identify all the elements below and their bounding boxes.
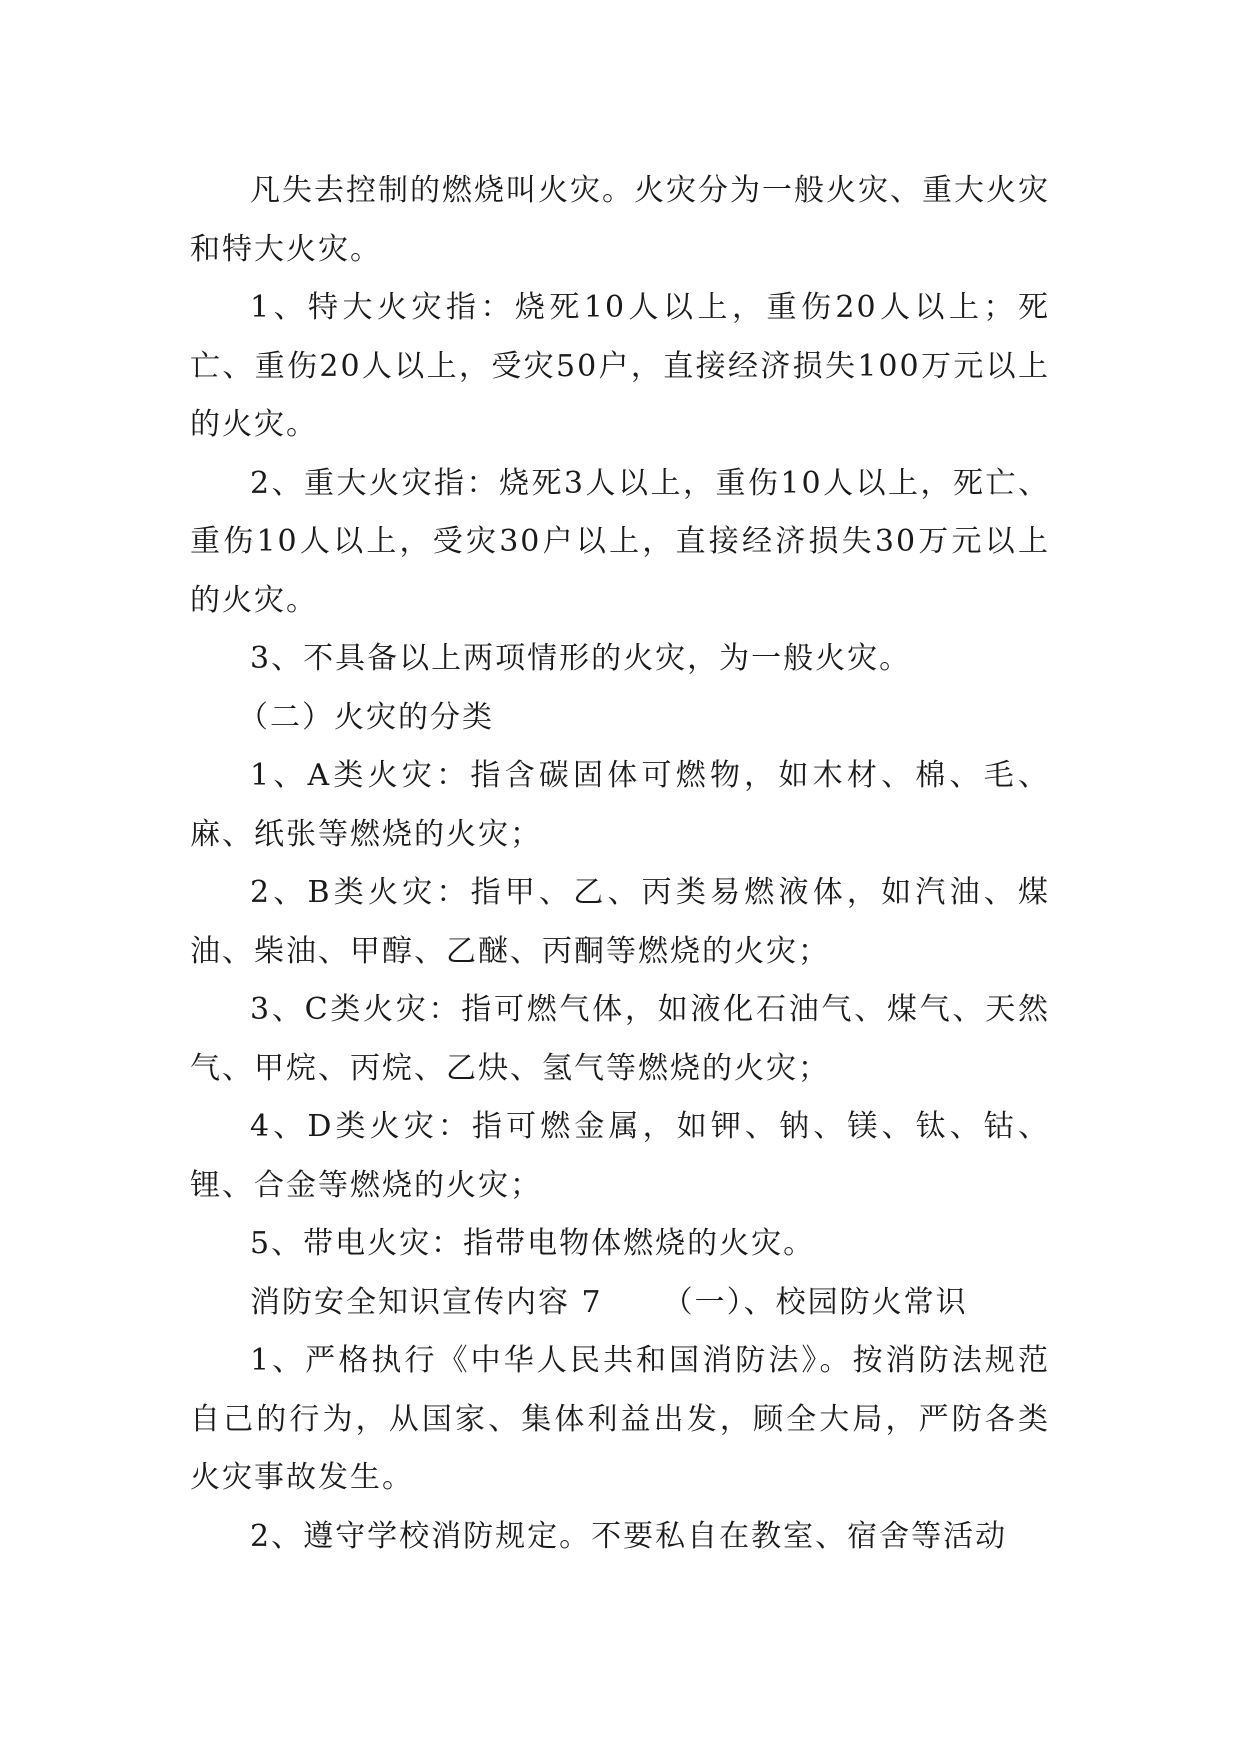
article-title: 消防安全知识宣传内容 7 — [250, 1284, 603, 1320]
section-heading: （二）火灾的分类 — [238, 699, 494, 735]
document-body — [190, 162, 1050, 1566]
class-a-fire: 1、A类火灾：指含碳固体可燃物，如木材、棉、毛、麻、纸张等燃烧的火灾； — [190, 758, 1050, 852]
intro-paragraph: 凡失去控制的燃烧叫火灾。火灾分为一般火灾、重大火灾和特大火灾。 — [190, 173, 1050, 267]
general-fire-definition: 3、不具备以上两项情形的火灾，为一般火灾。 — [250, 641, 912, 676]
class-b-fire: 2、B类火灾：指甲、乙、丙类易燃液体，如汽油、煤油、柴油、甲醇、乙醚、丙酮等燃烧的火灾； — [190, 875, 1050, 969]
campus-rule-2: 2、遵守学校消防规定。不要私自在教室、宿舍等活动 — [250, 1518, 1008, 1554]
article-title-line — [190, 1274, 1050, 1333]
major-fire-definition: 1、特大火灾指：烧死10人以上，重伤20人以上；死亡、重伤20人以上，受灾50户，直接经济损失100万元以上的火灾。 — [190, 290, 1050, 442]
class-c-fire: 3、C类火灾：指可燃气体，如液化石油气、煤气、天然气、甲烷、丙烷、乙炔、氢气等燃烧的火灾； — [190, 992, 1050, 1086]
class-d-fire: 4、D类火灾：指可燃金属，如钾、钠、镁、钛、钴、锂、合金等燃烧的火灾； — [190, 1109, 1050, 1203]
campus-rule-1: 1、严格执行《中华人民共和国消防法》。按消防法规范自己的行为，从国家、集体利益出发，顾全大局，严防各类火灾事故发生。 — [190, 1343, 1050, 1495]
electrical-fire: 5、带电火灾：指带电物体燃烧的火灾。 — [250, 1226, 816, 1261]
serious-fire-definition: 2、重大火灾指：烧死3人以上，重伤10人以上，死亡、重伤10人以上，受灾30户以上，直接经济损失30万元以上的火灾。 — [190, 465, 1050, 618]
article-subheading: （一）、校园防火常识 — [662, 1284, 968, 1320]
